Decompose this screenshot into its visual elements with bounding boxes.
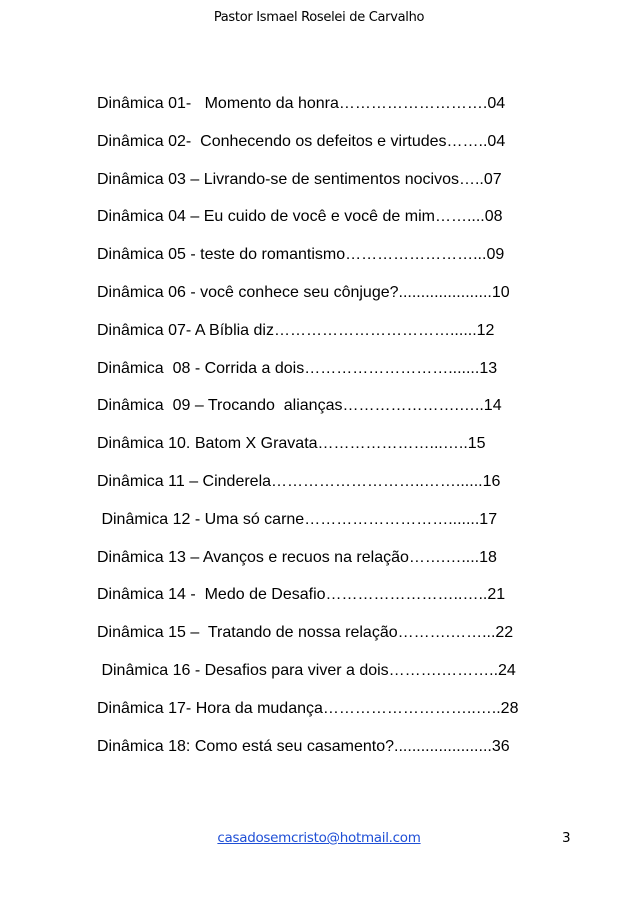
toc-entry: Dinâmica 07- A Bíblia diz……………………………......12 — [97, 321, 495, 339]
toc-entry: Dinâmica 18: Como está seu casamento?......................36 — [97, 737, 510, 755]
toc-entry: Dinâmica 03 – Livrando-se de sentimentos nocivos…..07 — [97, 170, 502, 188]
toc-entry: Dinâmica 02- Conhecendo os defeitos e virtudes……..04 — [97, 132, 506, 150]
toc-entry: Dinâmica 15 – Tratando de nossa relação……….……...22 — [97, 624, 514, 642]
toc-entry: Dinâmica 08 - Corrida a dois……………………….......13 — [97, 359, 498, 377]
toc-entry: Dinâmica 12 - Uma só carne……………………….......17 — [97, 510, 498, 528]
toc-entry: Dinâmica 04 – Eu cuido de você e você de mim……....08 — [97, 208, 503, 226]
toc-entry: Dinâmica 09 – Trocando alianças………………….…..14 — [97, 397, 502, 415]
page-header-author: Pastor Ismael Roselei de Carvalho — [213, 10, 425, 25]
toc-entry: Dinâmica 13 – Avanços e recuos na relação…….…....18 — [97, 548, 497, 566]
toc-entry: Dinâmica 01- Momento da honra……………………….04 — [97, 95, 506, 112]
toc-entry: Dinâmica 06 - você conhece seu cônjuge?.....................10 — [97, 283, 510, 301]
toc-entry: Dinâmica 05 - teste do romantismo……………………...09 — [97, 246, 505, 264]
toc-entry: Dinâmica 11 – Cinderela………………………..……......16 — [97, 472, 501, 490]
toc-entry: Dinâmica 16 - Desafios para viver a dois……….………..24 — [97, 661, 516, 679]
footer-email-link[interactable]: casadosemcristo@hotmail.com — [217, 830, 421, 846]
page-number: 3 — [562, 830, 571, 846]
toc-entry: Dinâmica 10. Batom X Gravata…………………...…..15 — [97, 435, 486, 453]
toc-entry: Dinâmica 17- Hora da mudança………………………..…..28 — [97, 699, 519, 717]
table-of-contents — [97, 93, 597, 773]
toc-entry: Dinâmica 14 - Medo de Desafio……………………..…..21 — [97, 586, 506, 604]
